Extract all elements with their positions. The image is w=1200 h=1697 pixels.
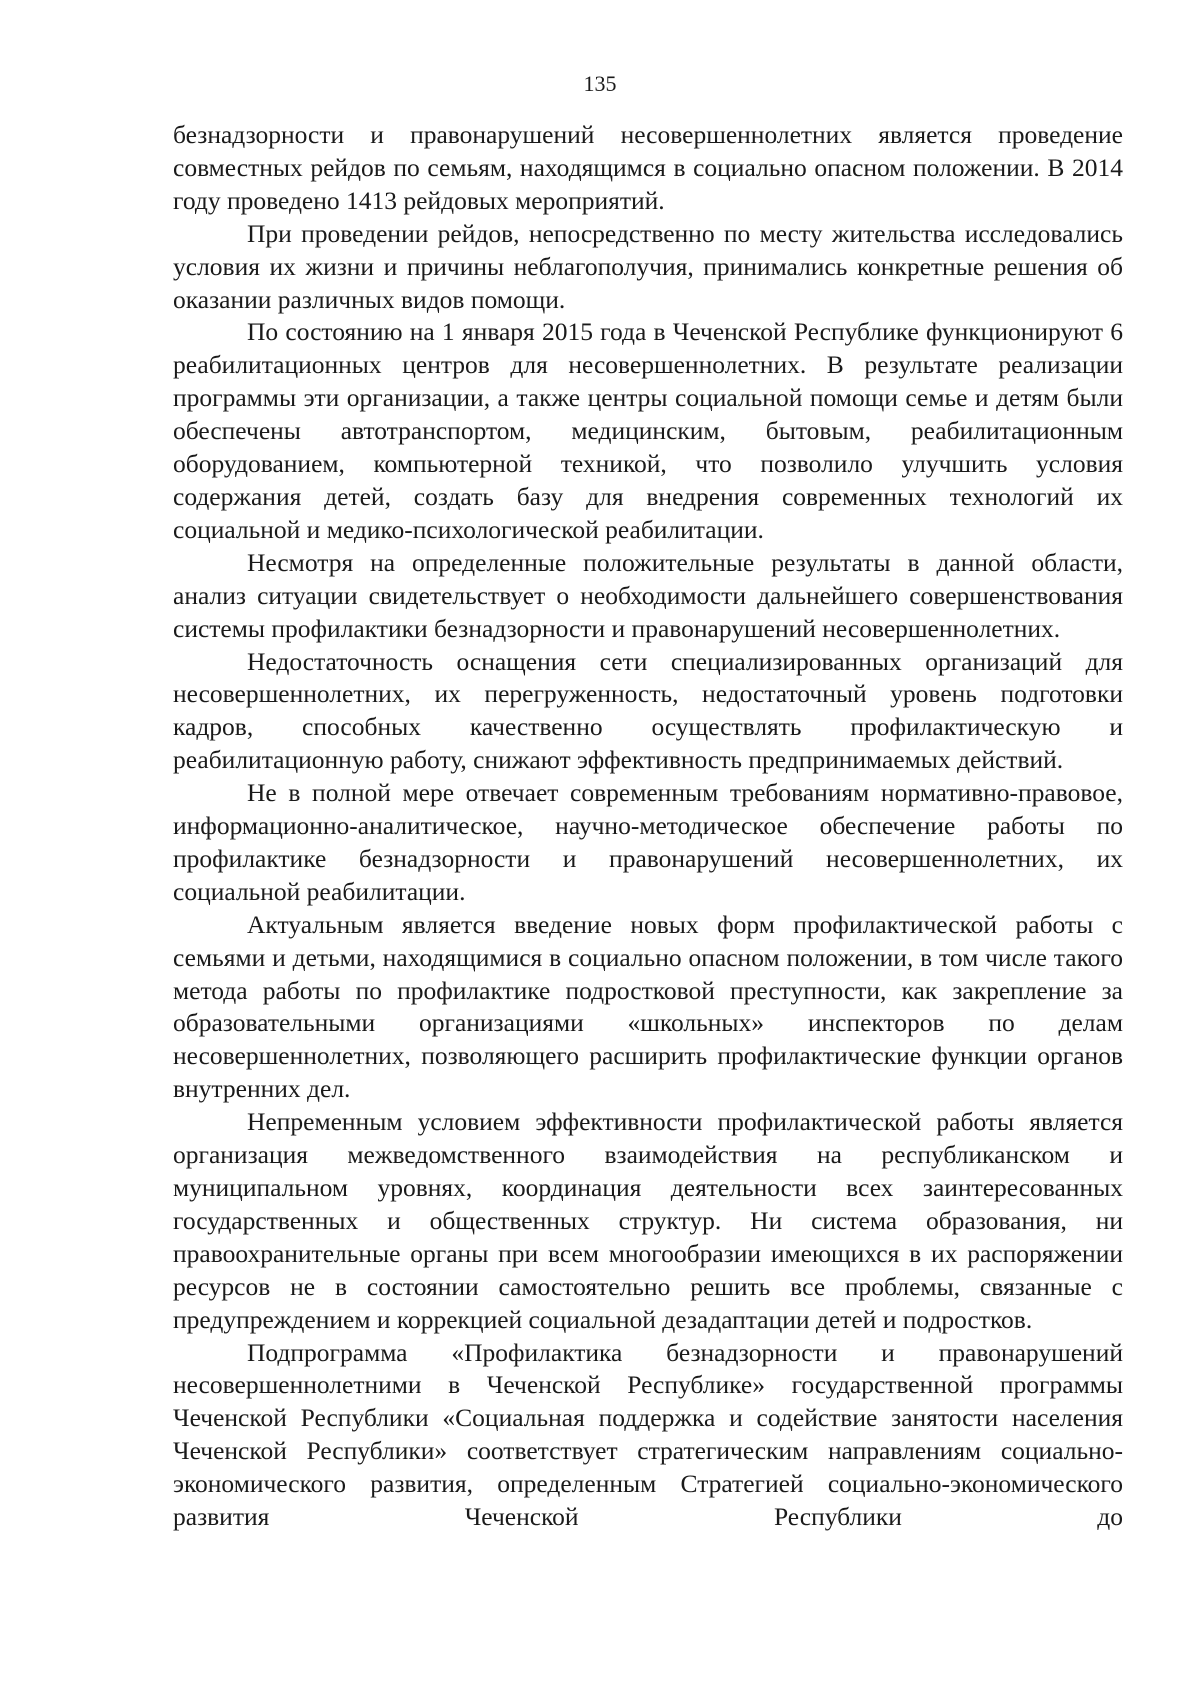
paragraph-insufficient-equipment: Недостаточность оснащения сети специализированных организаций для несовершеннолетних, их перегруженность, недостаточный уровень подготовки кадров, способных качественно осуществлять профилактическую и реабилитационную работу, снижают эффективность предпринимаемых действий. — [173, 646, 1123, 775]
paragraph-rehabilitation-centers: По состоянию на 1 января 2015 года в Чеченской Республике функционируют 6 реабилитационных центров для несовершеннолетних. В результате реализации программы эти организации, а также центры социальной помощи семье и детям были обеспечены автотранспортом, медицинским, бытовым, реабилитационным оборудованием, компьютерной техникой, что позволило улучшить условия содержания детей, создать базу для внедрения современных технологий их социальной и медико-психологической реабилитации. — [173, 317, 1123, 544]
paragraph-regulatory-support: Не в полной мере отвечает современным требованиям нормативно-правовое, информационно-аналитическое, научно-методическое обеспечение работы по профилактике безнадзорности и правонарушений несовершеннолетних, их социальной реабилитации. — [173, 778, 1123, 906]
document-body — [173, 119, 1123, 1534]
page-number: 135 — [583, 71, 617, 96]
paragraph-need-improvement: Несмотря на определенные положительные результаты в данной области, анализ ситуации свидетельствует о необходимости дальнейшего совершенствования системы профилактики безнадзорности и правонарушений несовершеннолетних. — [173, 547, 1123, 643]
paragraph-raid-conditions: При проведении рейдов, непосредственно по месту жительства исследовались условия их жизни и причины неблагополучия, принимались конкретные решения об оказании различных видов помощи. — [173, 218, 1123, 314]
paragraph-interagency: Непременным условием эффективности профилактической работы является организация межведомственного взаимодействия на республиканском и муниципальном уровнях, координация деятельности всех заинтересованных государственных и общественных структур. Ни система образования, ни правоохранительные органы при всем многообразии имеющихся в их распоряжении ресурсов не в состоянии самостоятельно решить все проблемы, связанные с предупреждением и коррекцией социальной дезадаптации детей и подростков. — [173, 1107, 1123, 1334]
paragraph-raids-continued: безнадзорности и правонарушений несовершеннолетних является проведение совместных рейдов по семьям, находящимся в социально опасном положении. В 2014 году проведено 1413 рейдовых мероприятий. — [173, 120, 1123, 215]
paragraph-subprogram: Подпрограмма «Профилактика безнадзорности и правонарушений несовершеннолетними в Чеченской Республике» государственной программы Чеченской Республики «Социальная поддержка и содействие занятости населения Чеченской Республики» соответствует стратегическим направлениям социально-экономического развития, определенным Стратегией социально-экономического развития Чеченской Республики до — [173, 1337, 1123, 1532]
paragraph-new-forms: Актуальным является введение новых форм профилактической работы с семьями и детьми, находящимися в социально опасном положении, в том числе такого метода работы по профилактике подростковой преступности, как закрепление за образовательными организациями «школьных» инспекторов по делам несовершеннолетних, позволяющего расширить профилактические функции органов внутренних дел. — [173, 909, 1123, 1104]
